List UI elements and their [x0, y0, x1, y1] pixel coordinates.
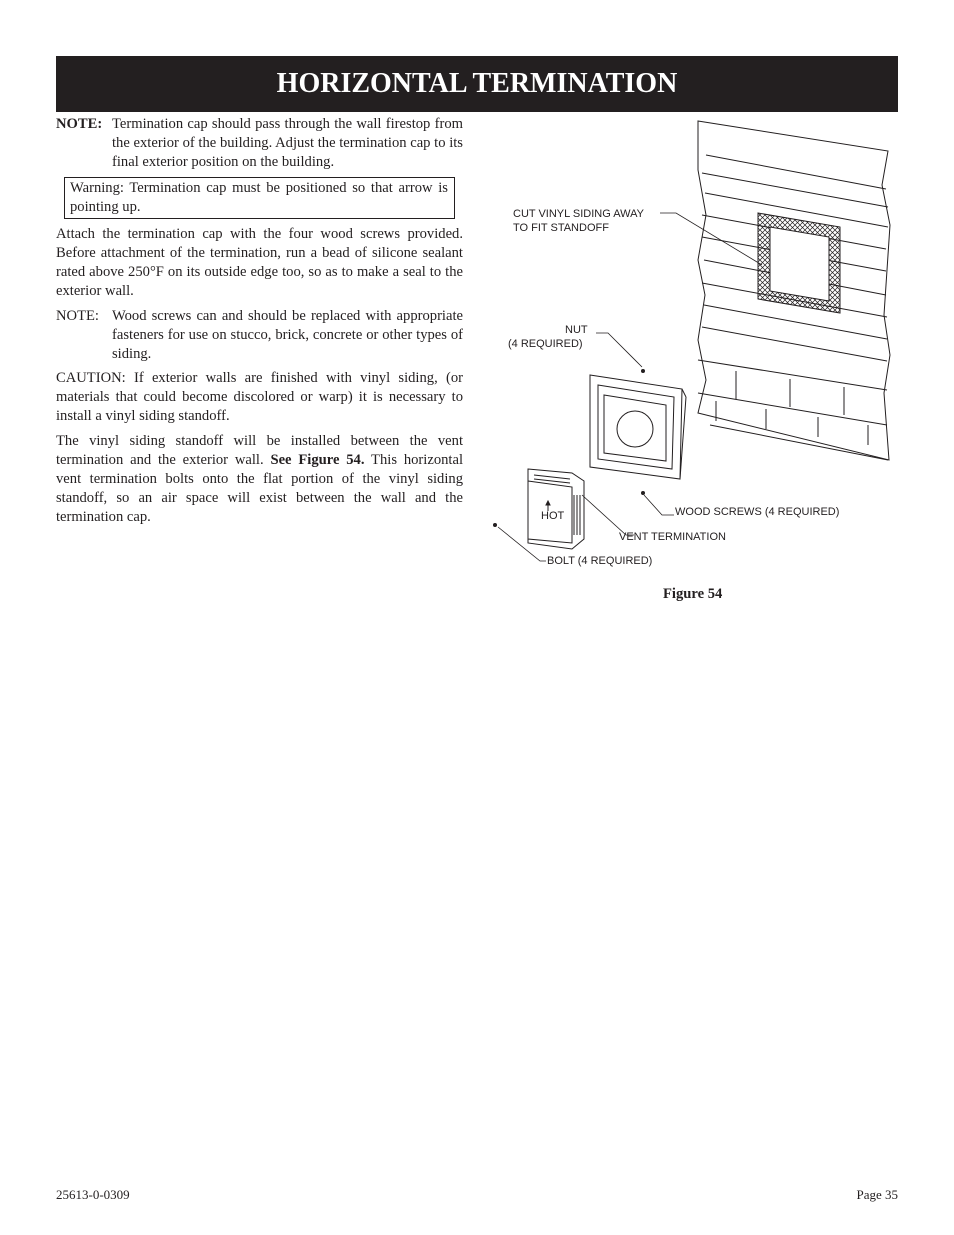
label-vent-termination: VENT TERMINATION [619, 531, 726, 543]
label-bolt: BOLT (4 REQUIRED) [547, 555, 653, 567]
standoff-text-b: This horizontal vent termination bolts onto the flat portion of the vinyl siding standoff, so an air space will exist between the wall and the termination cap. [56, 452, 463, 525]
note-wood-screws [56, 307, 463, 364]
label-cut-siding-cont: TO FIT STANDOFF [513, 222, 609, 234]
siding-cutout [758, 213, 840, 313]
section-header-bar [56, 56, 898, 112]
label-nut: NUT [565, 324, 588, 336]
vent-termination-cap [528, 469, 584, 549]
attach-paragraph: Attach the termination cap with the four wood screws provided. Before attachment of the termination, run a bead of silicone sealant rated above 250°F on its outside edge too, so as to make a seal to the exterior wall. [56, 226, 463, 299]
figure-reference: See Figure 54. [270, 452, 365, 468]
standoff-text-a: The vinyl siding standoff will be installed between the vent termination and the exterior wall. [56, 433, 463, 468]
label-cut-siding: CUT VINYL SIDING AWAY [513, 208, 645, 220]
body-text-column [56, 115, 463, 533]
label-nut-qty: (4 REQUIRED) [508, 338, 583, 350]
page-number: Page 35 [856, 1187, 898, 1202]
standoff-paragraph [56, 432, 463, 527]
note-text: Termination cap should pass through the wall firestop from the exterior of the building. Adjust the termination cap to its final exterior position on the building. [112, 116, 463, 170]
note-text: Wood screws can and should be replaced with appropriate fasteners for use on stucco, brick, concrete or other types of siding. [112, 308, 463, 362]
hot-warning-text: HOT [541, 510, 565, 522]
installation-diagram [480, 115, 900, 615]
warning-box: Warning: Termination cap must be positioned so that arrow is pointing up. [64, 177, 455, 219]
caution-paragraph: CAUTION: If exterior walls are finished with vinyl siding, (or materials that could become discolored or warp) it is necessary to install a vinyl siding standoff. [56, 370, 463, 424]
note-label: NOTE: [56, 308, 99, 324]
note-label: NOTE: [56, 116, 103, 132]
label-wood-screws: WOOD SCREWS (4 REQUIRED) [675, 506, 840, 518]
document-number: 25613-0-0309 [56, 1187, 130, 1202]
page-title: HORIZONTAL TERMINATION [276, 68, 678, 99]
figure-caption: Figure 54 [663, 586, 723, 602]
figure-54-illustration [480, 115, 900, 615]
vinyl-siding-standoff [590, 375, 686, 479]
note-termination-cap [56, 115, 463, 172]
